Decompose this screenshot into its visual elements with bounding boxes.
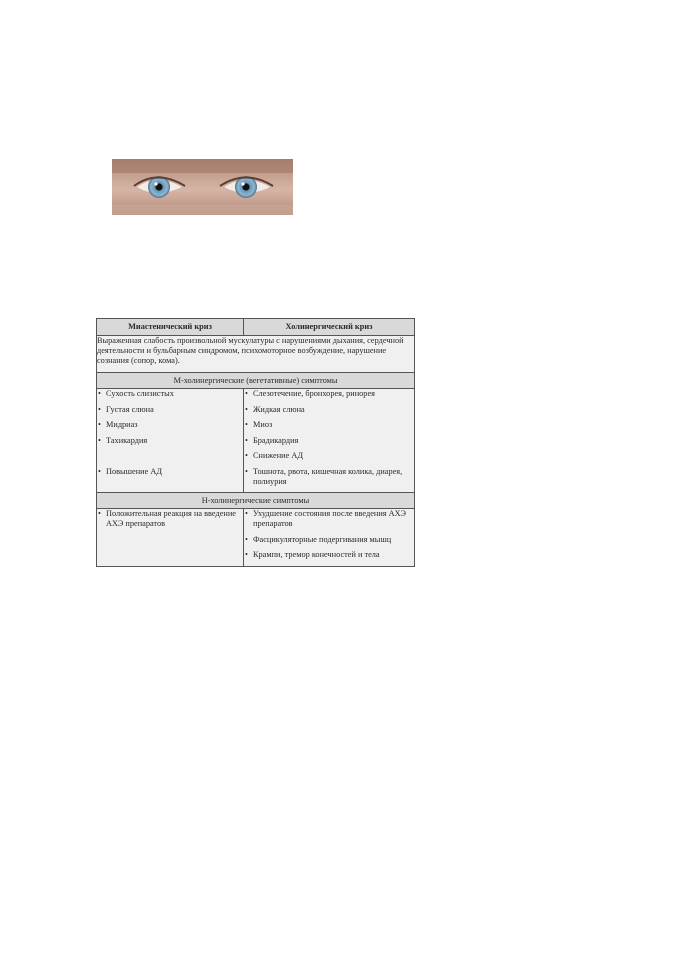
header-myasthenic-crisis: Миастенический криз bbox=[97, 319, 244, 336]
list-item: • Жидкая слюна bbox=[244, 405, 414, 415]
list-item: • Крампи, тремор конечностей и тела bbox=[244, 550, 414, 560]
common-symptoms-text: Выраженная слабость произвольной мускулатуры с нарушениями дыхания, сердечной деятельности и бульбарным синдромом, психомоторное возбуждение, нарушение сознания (сопор, кома). bbox=[97, 336, 415, 373]
list-item: • Фасцикуляторные подергивания мышц bbox=[244, 535, 414, 545]
list-item: • Густая слюна bbox=[97, 405, 243, 415]
n-cholinergic-section-title: Н-холинергические симптомы bbox=[97, 493, 415, 509]
list-item: • Слезотечение, бронхорея, ринорея bbox=[244, 389, 414, 399]
list-item: • Миоз bbox=[244, 420, 414, 430]
m-myasthenic-cell bbox=[97, 389, 244, 493]
list-item: • Повышение АД bbox=[97, 467, 243, 477]
list-item: • Снижение АД bbox=[244, 451, 414, 461]
eyes-photo bbox=[112, 159, 293, 215]
list-item: • Брадикардия bbox=[244, 436, 414, 446]
eyes-image bbox=[112, 159, 293, 215]
list-item: • Положительная реакция на введение АХЭ препаратов bbox=[97, 509, 243, 529]
m-cholinergic-cell bbox=[244, 389, 415, 493]
n-cholinergic-cell bbox=[244, 509, 415, 567]
n-myasthenic-cell bbox=[97, 509, 244, 567]
header-cholinergic-crisis: Холинергический криз bbox=[244, 319, 415, 336]
section-title-row bbox=[97, 493, 415, 509]
list-item: • Тошнота, рвота, кишечная колика, диарея, полиурия bbox=[244, 467, 414, 487]
common-symptoms-row bbox=[97, 336, 415, 373]
crisis-comparison-table bbox=[96, 318, 415, 567]
list-item: • Мидриаз bbox=[97, 420, 243, 430]
table-header-row bbox=[97, 319, 415, 336]
list-item: • Сухость слизистых bbox=[97, 389, 243, 399]
list-item: • Ухудшение состояния после введения АХЭ препаратов bbox=[244, 509, 414, 529]
m-cholinergic-section-title: М-холинергические (вегетативные) симптомы bbox=[97, 373, 415, 389]
section-title-row bbox=[97, 373, 415, 389]
list-item: • Тахикардия bbox=[97, 436, 243, 446]
n-cholinergic-symptoms-row bbox=[97, 509, 415, 567]
m-cholinergic-symptoms-row bbox=[97, 389, 415, 493]
